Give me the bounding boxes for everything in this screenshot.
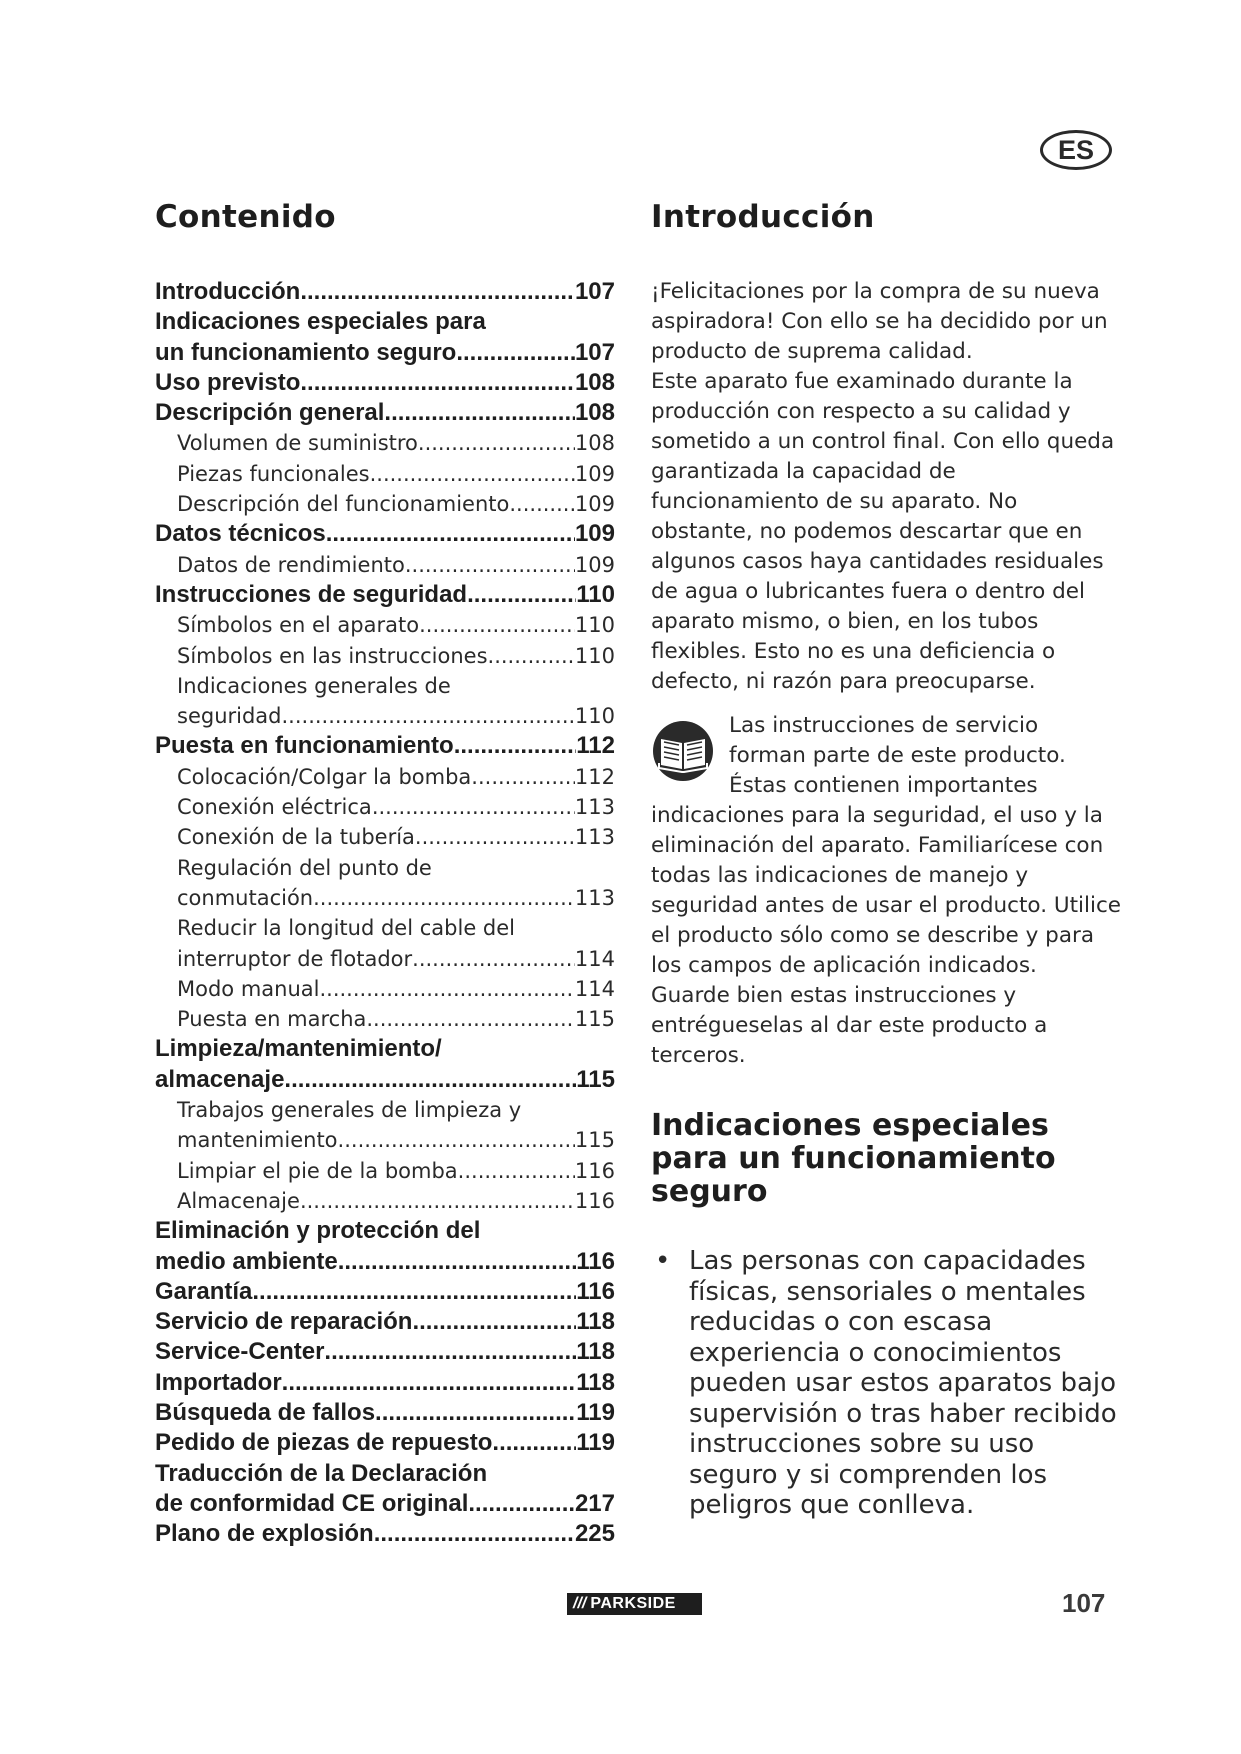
- toc-entry: [155, 1428, 615, 1458]
- toc-entry: [155, 398, 615, 428]
- toc-entry: [155, 550, 615, 580]
- toc-leader-dots: [319, 974, 574, 1004]
- toc-entry-title: Indicaciones generales de: [177, 673, 451, 698]
- toc-entry: [155, 822, 615, 852]
- toc-leader-dots: [405, 550, 575, 580]
- toc-leader-dots: [326, 519, 575, 549]
- toc-entry-page: 115: [576, 1065, 615, 1093]
- toc-entry-title: Trabajos generales de limpieza y: [177, 1098, 522, 1123]
- parkside-logo: [567, 1593, 702, 1615]
- toc-entry-title: Puesta en funcionamiento: [155, 732, 454, 760]
- toc-entry-title: Uso previsto: [155, 368, 301, 396]
- toc-entry: [155, 701, 615, 731]
- toc-entry: [155, 944, 615, 974]
- toc-entry-page: 108: [574, 368, 615, 396]
- toc-entry-page: 118: [576, 1338, 615, 1366]
- toc-entry-title: Eliminación y protección del: [155, 1217, 481, 1245]
- toc-entry-title: almacenaje: [155, 1065, 285, 1093]
- toc-entry-page: 107: [574, 338, 615, 366]
- toc-entry-page: 109: [574, 461, 615, 486]
- toc-leader-dots: [252, 1277, 576, 1307]
- toc-leader-dots: [372, 792, 575, 822]
- toc-leader-dots: [415, 822, 575, 852]
- toc-leader-dots: [418, 428, 575, 458]
- toc-entry-title: Plano de explosión: [155, 1520, 374, 1548]
- safety-bullets: [651, 1246, 1121, 1521]
- toc-entry: [155, 1307, 615, 1337]
- toc-entry: [155, 338, 615, 368]
- toc-entry-page: 116: [576, 1277, 615, 1305]
- introduction-heading: Introducción: [651, 199, 875, 235]
- toc-entry-title: medio ambiente: [155, 1247, 338, 1275]
- toc-entry-page: 110: [576, 580, 615, 608]
- toc-entry-page: 114: [574, 946, 615, 971]
- toc-entry-title: Importador: [155, 1368, 282, 1396]
- toc-entry: [155, 1186, 615, 1216]
- toc-entry: [155, 1216, 615, 1246]
- toc-entry-page: 115: [574, 1128, 615, 1153]
- toc-entry-title: interruptor de flotador: [177, 946, 413, 971]
- toc-leader-dots: [284, 1065, 576, 1095]
- toc-heading: Contenido: [155, 199, 336, 235]
- toc-entry-title: mantenimiento: [177, 1128, 338, 1153]
- content-column: [651, 200, 1121, 1521]
- introduction-text: [651, 277, 1121, 697]
- toc-entry-title: Traducción de la Declaración: [155, 1459, 488, 1487]
- toc-entry: [155, 1459, 615, 1489]
- toc-entry-page: 109: [574, 520, 615, 548]
- toc-leader-dots: [456, 338, 575, 368]
- toc-leader-dots: [454, 731, 577, 761]
- toc-leader-dots: [509, 489, 575, 519]
- toc-entry: [155, 1368, 615, 1398]
- toc-leader-dots: [300, 368, 575, 398]
- toc-entry-page: 113: [574, 825, 615, 850]
- toc-entry: [155, 580, 615, 610]
- toc-leader-dots: [313, 883, 575, 913]
- toc-entry-title: Descripción general: [155, 399, 385, 427]
- toc-entry: [155, 1004, 615, 1034]
- toc-entry-page: 116: [576, 1247, 615, 1275]
- toc-entry-page: 114: [574, 976, 615, 1001]
- toc-entry-title: Búsqueda de fallos: [155, 1398, 376, 1426]
- toc-entry: [155, 1065, 615, 1095]
- toc-entry: [155, 1277, 615, 1307]
- toc-leader-dots: [468, 1489, 575, 1519]
- toc-column: [155, 200, 615, 1549]
- toc-entry-title: seguridad: [177, 704, 282, 729]
- toc-leader-dots: [300, 277, 575, 307]
- toc-entry: [155, 671, 615, 701]
- toc-entry-title: Instrucciones de seguridad: [155, 580, 468, 608]
- toc-entry-page: 118: [576, 1368, 615, 1396]
- safety-bullet-text: Las personas con capacidades físicas, sensoriales o mentales reducidas o con escasa experiencia o conocimientos pueden usar estos aparatos bajo supervisión o tras haber recibido instrucciones sobre su uso seguro y si comprenden los peligros que conlleva.: [689, 1246, 1117, 1520]
- toc-entry: [155, 1034, 615, 1064]
- safety-heading: Indicaciones especiales para un funcionamiento seguro: [651, 1108, 1056, 1209]
- toc-leader-dots: [419, 610, 575, 640]
- toc-entry-page: 113: [574, 885, 615, 910]
- toc-entry-page: 119: [576, 1429, 615, 1457]
- toc-leader-dots: [338, 1247, 577, 1277]
- toc-leader-dots: [384, 398, 575, 428]
- toc-leader-dots: [370, 459, 575, 489]
- toc-leader-dots: [412, 944, 575, 974]
- toc-entry-title: un funcionamiento seguro: [155, 338, 457, 366]
- toc-leader-dots: [412, 1307, 576, 1337]
- toc-entry-page: 109: [574, 552, 615, 577]
- introduction-paragraph-1: ¡Felicitaciones por la compra de su nueva aspiradora! Con ello se ha decidido por un producto de suprema calidad.: [651, 279, 1108, 364]
- toc-leader-dots: [374, 1519, 575, 1549]
- toc-entry-title: Regulación del punto de: [177, 855, 432, 880]
- logo-brand: PARKSIDE: [590, 1595, 676, 1612]
- toc-entry-page: 108: [574, 431, 615, 456]
- toc-entry: [155, 1337, 615, 1367]
- toc-leader-dots: [492, 1428, 576, 1458]
- toc-leader-dots: [324, 1337, 576, 1367]
- toc-entry-page: 116: [574, 1158, 615, 1183]
- toc-leader-dots: [467, 580, 576, 610]
- toc-entry-page: 110: [574, 613, 615, 638]
- toc-entry-title: Introducción: [155, 278, 301, 305]
- toc-entry: [155, 641, 615, 671]
- toc-entry: [155, 1519, 615, 1549]
- toc-entry-page: 217: [574, 1489, 615, 1517]
- toc-entry-title: Limpieza/mantenimiento/: [155, 1035, 442, 1063]
- toc-entry-title: Puesta en marcha: [177, 1007, 367, 1032]
- note-text: Las instrucciones de servicio forman parte de este producto. Éstas contienen importantes indicaciones para la seguridad, el uso y la eliminación del aparato. Familiarícese con todas las indicaciones de manejo y seguridad antes de usar el producto. Utilice el producto sólo como se describe y para los campos de aplicación indicados.: [651, 713, 1122, 978]
- toc-entry: [155, 762, 615, 792]
- toc-leader-dots: [300, 1186, 575, 1216]
- toc-leader-dots: [488, 641, 575, 671]
- toc-leader-dots: [366, 1004, 575, 1034]
- toc-entry: [155, 307, 615, 337]
- toc-entry: [155, 428, 615, 458]
- toc-entry-title: Service-Center: [155, 1338, 325, 1366]
- toc-entry-title: Pedido de piezas de repuesto: [155, 1429, 493, 1457]
- toc-entry-title: Limpiar el pie de la bomba: [177, 1158, 458, 1183]
- toc-entry-page: 115: [574, 1007, 615, 1032]
- toc-entry: [155, 1489, 615, 1519]
- toc-entry-title: Reducir la longitud del cable del: [177, 916, 515, 941]
- toc-entry-title: Servicio de reparación: [155, 1308, 413, 1336]
- logo-slashes: ///: [573, 1595, 587, 1612]
- toc-leader-dots: [471, 762, 575, 792]
- toc-entry: [155, 1095, 615, 1125]
- toc-entry: [155, 913, 615, 943]
- toc-entry: [155, 519, 615, 549]
- toc-entry-page: 107: [574, 278, 615, 305]
- toc-entry-title: Volumen de suministro: [177, 431, 418, 456]
- toc-entry-page: 112: [576, 732, 615, 760]
- toc-entry: [155, 974, 615, 1004]
- toc-entry-title: de conformidad CE original: [155, 1489, 469, 1517]
- toc-entry: [155, 1398, 615, 1428]
- toc-entry-title: Colocación/Colgar la bomba: [177, 764, 472, 789]
- toc-entry-page: 110: [574, 704, 615, 729]
- toc-entry: [155, 489, 615, 519]
- toc-entry-title: Descripción del funcionamiento: [177, 492, 510, 517]
- toc-entry-title: Conexión de la tubería: [177, 825, 415, 850]
- toc-entry-page: 112: [574, 764, 615, 789]
- toc-entry: [155, 277, 615, 307]
- toc-leader-dots: [458, 1156, 575, 1186]
- toc-entry-title: Símbolos en el aparato: [177, 613, 420, 638]
- toc-list: [155, 277, 615, 1549]
- toc-entry-title: Datos de rendimiento: [177, 552, 405, 577]
- manual-note: [651, 711, 1121, 1071]
- toc-entry-title: conmutación: [177, 885, 314, 910]
- note-text-2: Guarde bien estas instrucciones y entrégueselas al dar este producto a terceros.: [651, 983, 1048, 1068]
- toc-leader-dots: [282, 1368, 577, 1398]
- toc-entry-title: Modo manual: [177, 976, 320, 1001]
- toc-leader-dots: [375, 1398, 576, 1428]
- toc-entry-page: 113: [574, 795, 615, 820]
- toc-leader-dots: [338, 1125, 575, 1155]
- toc-entry-page: 109: [574, 492, 615, 517]
- toc-entry-page: 108: [574, 399, 615, 427]
- toc-entry-title: Piezas funcionales: [177, 461, 370, 486]
- toc-entry: [155, 1247, 615, 1277]
- toc-entry: [155, 883, 615, 913]
- book-icon: [651, 719, 715, 783]
- toc-entry-title: Símbolos en las instrucciones: [177, 643, 488, 668]
- toc-entry-page: 119: [576, 1398, 615, 1426]
- toc-entry-title: Datos técnicos: [155, 520, 326, 548]
- toc-entry: [155, 731, 615, 761]
- introduction-paragraph-2: Este aparato fue examinado durante la producción con respecto a su calidad y sometido a un control final. Con ello queda garantizada la capacidad de funcionamiento de su aparato. No obstante, no podemos descartar que en algunos casos haya cantidades residuales de agua o lubricantes fuera o dentro del aparato mismo, o bien, en los tubos flexibles. Esto no es una deficiencia o defecto, ni razón para preocuparse.: [651, 369, 1115, 694]
- toc-entry: [155, 459, 615, 489]
- toc-leader-dots: [282, 701, 575, 731]
- toc-entry-title: Garantía: [155, 1277, 253, 1305]
- toc-entry-title: Indicaciones especiales para: [155, 308, 486, 336]
- toc-entry-page: 110: [574, 643, 615, 668]
- toc-entry: [155, 792, 615, 822]
- toc-entry: [155, 1156, 615, 1186]
- toc-entry-page: 116: [574, 1188, 615, 1213]
- page-number: 107: [1062, 1588, 1106, 1618]
- safety-bullet-item: [651, 1246, 1121, 1521]
- toc-entry-title: Almacenaje: [177, 1188, 300, 1213]
- toc-entry: [155, 1125, 615, 1155]
- bullet-dot-icon: •: [655, 1246, 671, 1276]
- toc-entry-title: Conexión eléctrica: [177, 795, 372, 820]
- toc-entry: [155, 853, 615, 883]
- toc-entry: [155, 368, 615, 398]
- toc-entry-page: 118: [576, 1308, 615, 1336]
- toc-entry-page: 225: [574, 1520, 615, 1548]
- toc-entry: [155, 610, 615, 640]
- language-badge: ES: [1040, 130, 1112, 170]
